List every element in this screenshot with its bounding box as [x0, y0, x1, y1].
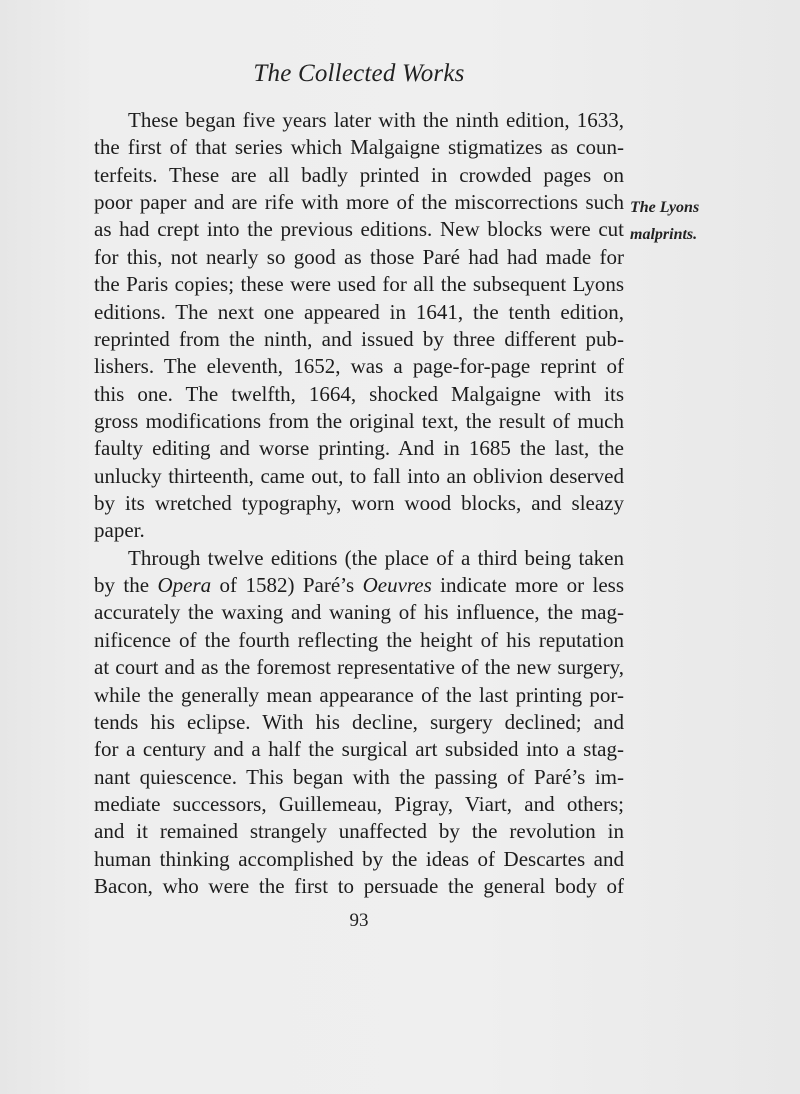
- book-title-oeuvres: Oeuvres: [362, 573, 432, 598]
- text-line: poor paper and are rife with more of the miscorrections such: [94, 190, 624, 215]
- text-line: while the generally mean appearance of the last printing por-: [94, 682, 624, 707]
- text-line: nant quiescence. This began with the passing of Paré’s im-: [94, 764, 624, 789]
- text-line: at court and as the foremost representative of the new surgery,: [94, 655, 624, 680]
- text-line: the first of that series which Malgaigne stigmatizes as coun-: [94, 135, 624, 160]
- text-run: by the: [94, 573, 158, 598]
- text-line: the Paris copies; these were used for all the subsequent Lyons: [94, 272, 624, 297]
- margin-note-line: The Lyons: [630, 199, 700, 216]
- text-line: paper.: [94, 518, 145, 543]
- text-line: Through twelve editions (the place of a third being taken: [128, 545, 624, 570]
- text-line: faulty editing and worse printing. And in 1685 the last, the: [94, 436, 624, 461]
- text-line: accurately the waxing and waning of his influence, the mag-: [94, 600, 624, 625]
- text-line: by its wretched typography, worn wood blocks, and sleazy: [94, 491, 624, 516]
- text-line: lishers. The eleventh, 1652, was a page-for-page reprint of: [94, 354, 624, 379]
- text-line: reprinted from the ninth, and issued by three different pub-: [94, 326, 624, 351]
- text-line: editions. The next one appeared in 1641, the tenth edition,: [94, 299, 624, 324]
- text-line: These began five years later with the ninth edition, 1633,: [128, 108, 624, 132]
- text-line: mediate successors, Guillemeau, Pigray, Viart, and others;: [94, 791, 624, 816]
- book-title-opera: Opera: [157, 573, 212, 598]
- text-line: for this, not nearly so good as those Paré had had made for: [94, 244, 624, 269]
- text-run: of 1582) Paré’s: [211, 573, 363, 598]
- text-line: as had crept into the previous editions. New blocks were cut: [94, 217, 624, 242]
- text-line: Bacon, who were the first to persuade the general body of: [94, 874, 624, 899]
- text-run: indicate more or less: [431, 573, 625, 598]
- text-line: for a century and a half the surgical art subsided into a stag-: [94, 737, 624, 762]
- margin-note-line: malprints.: [630, 226, 698, 244]
- text-line: nificence of the fourth reflecting the height of his reputation: [94, 627, 624, 652]
- running-head: [94, 60, 624, 88]
- text-line: and it remained strangely unaffected by the revolution in: [94, 819, 624, 844]
- margin-note: [630, 194, 770, 249]
- text-line: human thinking accomplished by the ideas of Descartes and: [94, 846, 624, 871]
- text-line: this one. The twelfth, 1664, shocked Malgaigne with its: [94, 381, 624, 406]
- body-text: [94, 107, 624, 900]
- text-line: [94, 572, 624, 599]
- text-line: tends his eclipse. With his decline, surgery declined; and: [94, 709, 624, 734]
- running-head-title: The Collected Works: [253, 60, 465, 87]
- text-line: unlucky thirteenth, came out, to fall into an oblivion deserved: [94, 463, 624, 488]
- page-number: 93: [349, 910, 369, 931]
- text-line: terfeits. These are all badly printed in crowded pages on: [94, 162, 624, 187]
- text-line: gross modifications from the original text, the result of much: [94, 408, 624, 433]
